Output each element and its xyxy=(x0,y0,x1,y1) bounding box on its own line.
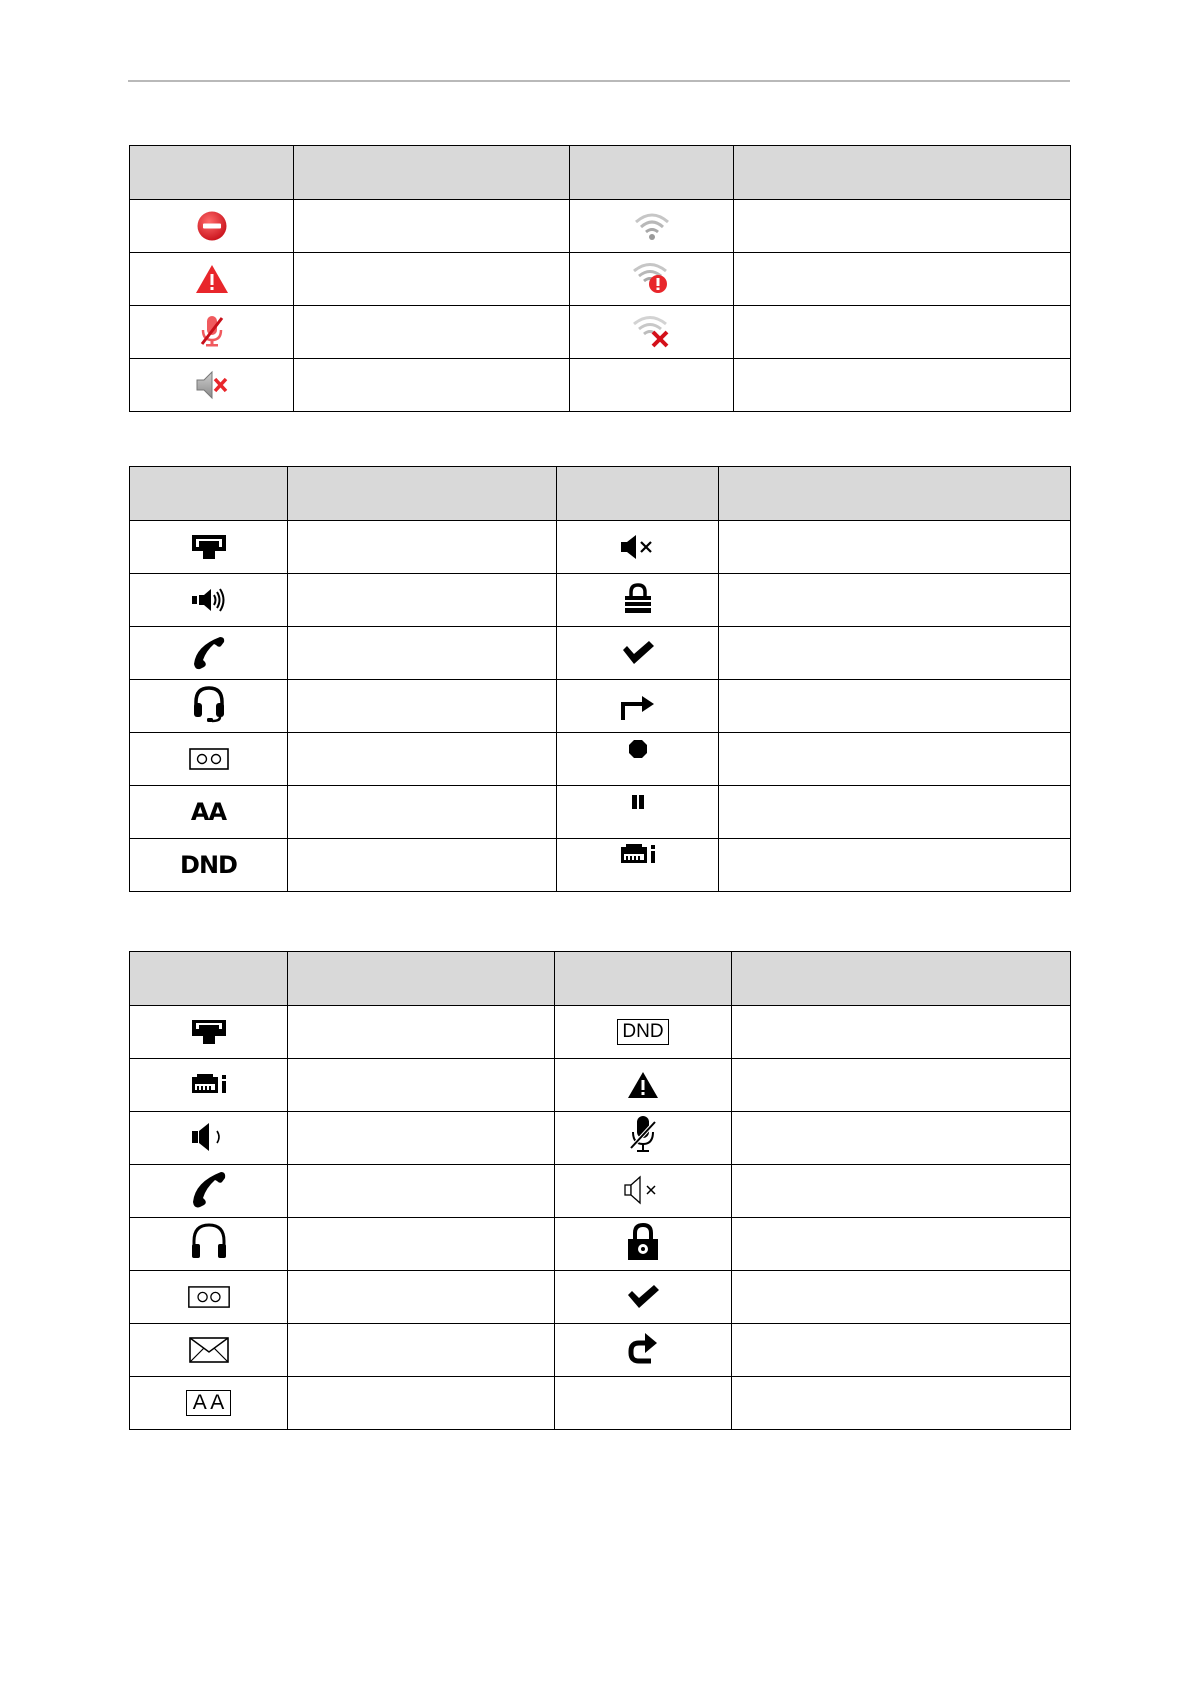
table-row xyxy=(130,786,1071,839)
table-row xyxy=(130,733,1071,786)
headset-icon xyxy=(187,1222,231,1262)
mic-muted-icon xyxy=(621,1115,665,1155)
speaker-muted-icon xyxy=(190,365,234,405)
table-row xyxy=(130,359,1071,412)
network-unavailable-icon xyxy=(616,839,660,871)
table-header xyxy=(130,952,1071,1006)
lock-icon xyxy=(621,1222,665,1262)
record-icon xyxy=(616,735,660,763)
table-row xyxy=(130,1324,1071,1377)
icon-table-3 xyxy=(129,951,1071,1430)
table-row xyxy=(130,306,1071,359)
wifi-icon xyxy=(630,206,674,246)
header-rule xyxy=(128,80,1070,82)
table-row xyxy=(130,253,1071,306)
table-row xyxy=(130,1059,1071,1112)
voicemail-icon xyxy=(187,1277,231,1317)
auto-answer-check-icon xyxy=(616,633,660,673)
speaker-icon xyxy=(187,1117,231,1157)
speaker-icon xyxy=(187,580,231,620)
table-row xyxy=(130,1218,1071,1271)
table-row xyxy=(130,1165,1071,1218)
table-row xyxy=(130,1271,1071,1324)
table-row xyxy=(130,1112,1071,1165)
table-row xyxy=(130,521,1071,574)
handset-icon xyxy=(187,1169,231,1209)
dnd-box-icon: DND xyxy=(617,1019,668,1045)
dnd-icon xyxy=(190,206,234,246)
table-row xyxy=(130,680,1071,733)
network-icon xyxy=(187,527,231,567)
table-row xyxy=(130,627,1071,680)
network-unavailable-icon xyxy=(187,1065,231,1105)
aa-box-icon: A A xyxy=(186,1390,232,1416)
network-icon xyxy=(187,1012,231,1052)
icon-table-1 xyxy=(129,145,1071,412)
pause-icon xyxy=(616,788,660,816)
volume-muted-icon xyxy=(616,527,660,567)
dnd-text-icon: DND xyxy=(180,851,237,879)
call-forward-icon xyxy=(616,686,660,726)
table-row xyxy=(130,574,1071,627)
warning-icon xyxy=(621,1065,665,1105)
handset-icon xyxy=(187,632,231,672)
table-row xyxy=(130,1006,1071,1059)
table-header xyxy=(130,146,1071,200)
voicemail-icon xyxy=(187,739,231,779)
envelope-icon xyxy=(187,1330,231,1370)
wifi-alert-icon xyxy=(630,258,674,298)
wifi-off-icon xyxy=(630,311,674,351)
headset-icon xyxy=(187,684,231,724)
lock-icon xyxy=(616,579,660,619)
icon-table-2 xyxy=(129,466,1071,892)
mic-muted-icon xyxy=(190,311,234,351)
auto-answer-check-icon xyxy=(621,1277,665,1317)
table-row xyxy=(130,200,1071,253)
table-row xyxy=(130,1377,1071,1430)
call-forward-icon xyxy=(621,1328,665,1368)
table-row xyxy=(130,839,1071,892)
speaker-muted-icon xyxy=(621,1170,665,1210)
table-header xyxy=(130,467,1071,521)
warning-icon xyxy=(190,259,234,299)
aa-icon: AA xyxy=(190,798,227,826)
